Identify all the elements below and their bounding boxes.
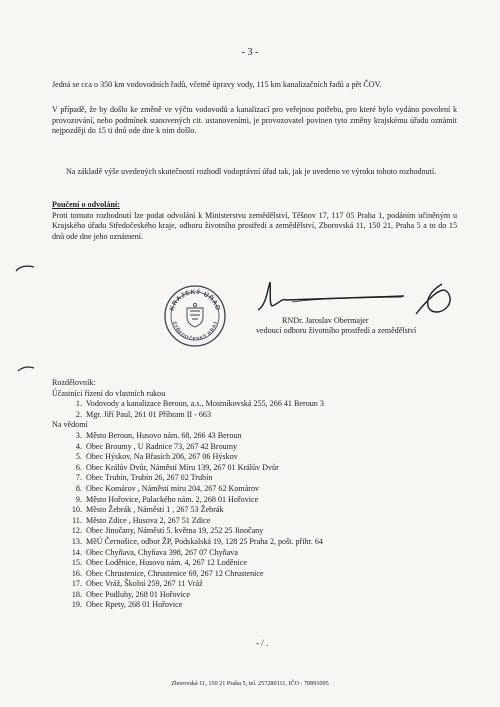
appeal-section: [52, 200, 457, 242]
list-item-text: Vodovody a kanalizace Beroun, a.s., Mostníkovská 255, 266 41 Beroun 3: [86, 399, 324, 409]
list-item-text: Obec Králův Dvůr, Náměstí Míru 139, 267 01 Králův Dvůr: [86, 462, 279, 472]
list-item-text: Obec Chyňava, Chyňava 398, 267 07 Chyňava: [86, 547, 238, 557]
list-item: [52, 548, 482, 559]
list-item: [52, 600, 482, 611]
separator-mark: - / .: [256, 638, 269, 648]
appeal-heading: Poučení o odvolání:: [52, 200, 120, 209]
coat-of-arms-icon: [187, 303, 203, 327]
paragraph-text: Jedná se cca o 350 km vodovodních řadů, včetně úpravy vody, 115 km kanalizačních řadů a pět ČOV.: [52, 80, 382, 89]
list-item-number: 13.: [71, 536, 82, 546]
list-item-text: Mgr. Jiří Paul, 261 01 Příbram II - 663: [86, 409, 211, 419]
list-item-number: 14.: [71, 547, 82, 557]
svg-text:STŘEDOČESKÝ KRAJ: [171, 321, 219, 343]
list-item: [52, 505, 482, 516]
list-item: [52, 484, 482, 495]
list-item: [52, 442, 482, 453]
list-item-number: 16.: [71, 568, 82, 578]
list-item: [52, 463, 482, 474]
list-item: [52, 473, 482, 484]
list-item: [52, 410, 482, 421]
list-item: [52, 590, 482, 601]
list-item: [52, 537, 482, 548]
margin-mark-icon: [14, 262, 36, 274]
list-item-number: 5.: [75, 452, 82, 462]
list-item-text: Město Žebrák , Náměstí 1 , 267 53 Žebrák: [86, 505, 224, 515]
paragraph-network-length: [52, 80, 457, 91]
list-item-number: 15.: [71, 558, 82, 568]
list-item-number: 18.: [71, 589, 82, 599]
list-item-text: Obec Trubín, Trubín 26, 267 02 Trubín: [86, 473, 213, 483]
list-item-text: Obec Vráž, Školní 259, 267 11 Vráž: [86, 579, 203, 589]
list-item-text: MěÚ Černošice, odbor ŽP, Podskalská 19, 128 25 Praha 2, pošt. přihr. 64: [86, 536, 323, 546]
list-item-number: 9.: [75, 494, 82, 504]
info-list: [52, 431, 482, 611]
list-item-text: Obec Hýskov, Na Břasích 206, 267 06 Hýskov: [86, 452, 238, 462]
list-item-number: 19.: [71, 600, 82, 610]
list-item: [52, 516, 482, 527]
seal-top-text: KRAJSKÝ ÚŘAD: [168, 288, 222, 312]
list-item: [52, 399, 482, 410]
footer-address: Zborovská 11, 150 21 Praha 5, tel. 257280111, IČO : 70891095: [171, 680, 329, 687]
parties-heading: Účastníci řízení do vlastních rukou: [52, 388, 166, 398]
page-number: - 3 -: [241, 47, 259, 58]
list-item: [52, 495, 482, 506]
list-item: [52, 452, 482, 463]
list-item-number: 11.: [72, 515, 82, 525]
list-item-number: 2.: [75, 409, 82, 419]
list-item-number: 3.: [75, 430, 82, 440]
list-item-number: 17.: [71, 579, 82, 589]
list-item-text: Město Hořovice, Palackého nám. 2, 268 01 Hořovice: [86, 494, 259, 504]
list-item: [52, 569, 482, 580]
list-item-text: Město Zdice , Husova 2, 267 51 Zdice: [86, 515, 211, 525]
paragraph-change-notice: [52, 105, 457, 137]
list-item-number: 7.: [75, 473, 82, 483]
list-item: [52, 579, 482, 590]
distribution-list: [52, 378, 482, 611]
signer-name: RNDr. Jaroslav Obermajer: [282, 316, 369, 325]
list-item-text: Obec Chrustenice, Chrustenice 69, 267 12 Chrustenice: [86, 568, 264, 578]
list-item-text: Obec Loděnice, Husovo nám. 4, 267 12 Loděnice: [86, 558, 247, 568]
handwritten-initial-icon: [412, 280, 458, 320]
list-item-number: 4.: [75, 441, 82, 451]
distribution-heading: Rozdělovník:: [52, 378, 96, 387]
info-heading: Na vědomí: [52, 420, 88, 430]
official-seal-icon: [163, 284, 227, 348]
list-item-number: 12.: [71, 526, 82, 536]
margin-mark-icon: [16, 364, 36, 374]
paragraph-text: V případě, že by došlo ke změně ve výčtu vodovodů a kanalizací pro veřejnou potřebu, pro které bylo vydáno povolení k provozování, nebo podmínek stanovených cit. ustanoveními, je provozovatel povinen tyto změny krajskému úřadu oznámit nejpozději do 15 ti dnů ode dne k nim došlo.: [52, 105, 457, 136]
list-item: [52, 431, 482, 442]
list-item: [52, 558, 482, 569]
paragraph-decision: [52, 167, 457, 178]
list-item-number: 10.: [71, 505, 82, 515]
paragraph-text: Na základě výše uvedených skutečností rozhodl vodoprávní úřad tak, jak je uvedeno ve výroku tohoto rozhodnutí.: [66, 167, 437, 176]
parties-list: [52, 399, 482, 420]
list-item-text: Obec Broumy , U Radnice 73, 267 42 Broumy: [86, 441, 238, 451]
list-item-text: Obec Jinočany, Náměstí 5. května 19, 252 25 Jinočany: [86, 526, 264, 536]
list-item-number: 8.: [75, 483, 82, 493]
appeal-text: Proti tomuto rozhodnutí lze podat odvolání k Ministerstvu zemědělství, Těšnov 17, 117 05 Praha 1, podáním učiněným u Krajského úřadu Středočeského kraje, odboru životního prostředí a zemědělství, Zborovská 11, 150 21, Praha 5 a to do 15 dnů ode dne jeho oznámení.: [52, 210, 457, 241]
list-item-text: Obec Podluhy, 268 01 Hořovice: [86, 589, 191, 599]
list-item: [52, 526, 482, 537]
list-item-text: Město Beroun, Husovo nám. 68, 266 43 Beroun: [86, 430, 242, 440]
list-item-text: Obec Komárov , Náměstí míru 204, 267 62 Komárov: [86, 483, 260, 493]
list-item-text: Obec Rpety, 268 01 Hořovice: [86, 600, 183, 610]
list-item-number: 6.: [75, 462, 82, 472]
handwritten-signature-icon: [252, 276, 412, 318]
list-item-number: 1.: [75, 399, 82, 409]
signer-title: vedoucí odboru životního prostředí a zemědělství: [256, 326, 417, 335]
seal-bottom-text: STŘEDOČESKÝ KRAJ: [170, 321, 220, 343]
